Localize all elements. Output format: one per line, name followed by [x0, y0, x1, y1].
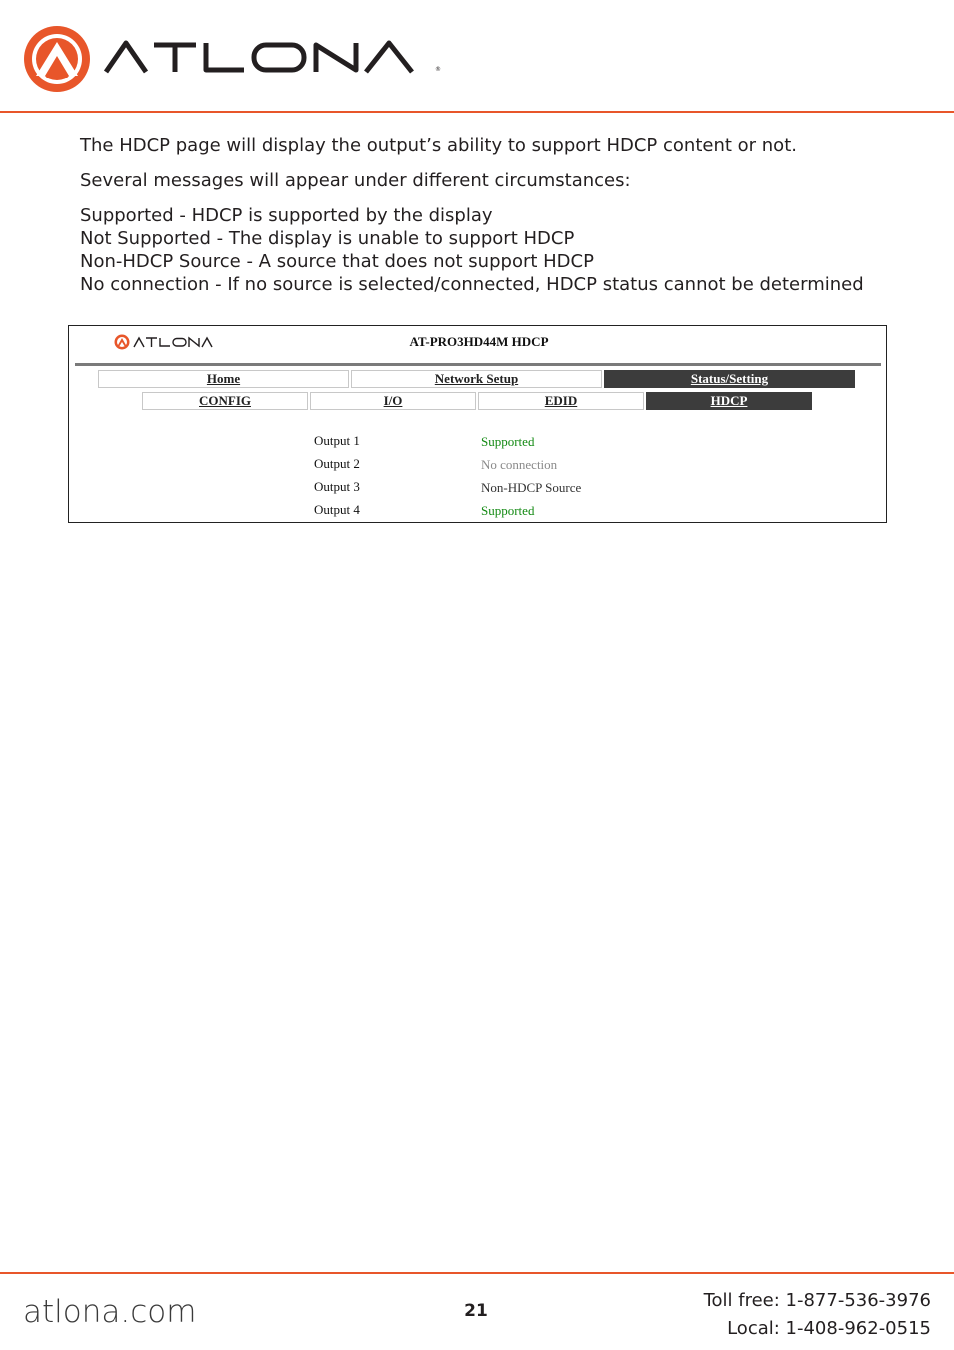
- table-row: [314, 430, 654, 453]
- atlona-wordmark: [104, 40, 434, 74]
- local-number: Local: 1-408-962-0515: [727, 1318, 931, 1339]
- definition-non-hdcp-source: Non-HDCP Source - A source that does not support HDCP: [80, 251, 594, 272]
- sub-nav: [142, 392, 814, 410]
- registered-mark: ®: [435, 66, 441, 73]
- hdcp-status: Supported: [481, 434, 535, 449]
- definition-list: [80, 204, 880, 296]
- hdcp-status: No connection: [481, 457, 558, 472]
- footer-contact: [704, 1287, 931, 1343]
- hdcp-status: Supported: [481, 503, 535, 518]
- output-label: Output 2: [314, 456, 360, 471]
- table-row: [314, 499, 654, 522]
- definition-supported: Supported - HDCP is supported by the display: [80, 205, 493, 226]
- table-row: [314, 476, 654, 499]
- output-label: Output 1: [314, 433, 360, 448]
- page-number: 21: [464, 1301, 488, 1321]
- header-divider: [0, 111, 954, 113]
- tab-io[interactable]: I/O: [310, 392, 476, 410]
- hdcp-page-screenshot: [68, 325, 887, 523]
- intro-paragraph: The HDCP page will display the output’s ability to support HDCP content or not.: [80, 135, 797, 156]
- hdcp-status-table: [314, 430, 654, 522]
- screenshot-divider: [75, 363, 881, 366]
- definition-no-connection: No connection - If no source is selected/connected, HDCP status cannot be determined: [80, 274, 864, 295]
- tab-config[interactable]: CONFIG: [142, 392, 308, 410]
- footer-divider: [0, 1272, 954, 1274]
- hdcp-status: Non-HDCP Source: [481, 480, 582, 495]
- screenshot-logo-icon: [114, 333, 214, 351]
- definition-not-supported: Not Supported - The display is unable to support HDCP: [80, 228, 575, 249]
- nav-status-setting[interactable]: Status/Setting: [604, 370, 855, 388]
- output-label: Output 3: [314, 479, 360, 494]
- table-row: [314, 453, 654, 476]
- nav-home[interactable]: Home: [98, 370, 349, 388]
- output-label: Output 4: [314, 502, 360, 517]
- main-nav: [98, 370, 857, 388]
- page-header: [0, 0, 954, 114]
- toll-free-number: Toll free: 1-877-536-3976: [703, 1290, 931, 1311]
- atlona-logo-icon: [22, 24, 92, 94]
- nav-network-setup[interactable]: Network Setup: [351, 370, 602, 388]
- tab-edid[interactable]: EDID: [478, 392, 644, 410]
- lead-paragraph: Several messages will appear under different circumstances:: [80, 170, 631, 191]
- footer-website: atlona.com: [23, 1294, 197, 1330]
- tab-hdcp[interactable]: HDCP: [646, 392, 812, 410]
- device-page-title: AT-PRO3HD44M HDCP: [409, 334, 549, 349]
- body-text: [80, 134, 880, 296]
